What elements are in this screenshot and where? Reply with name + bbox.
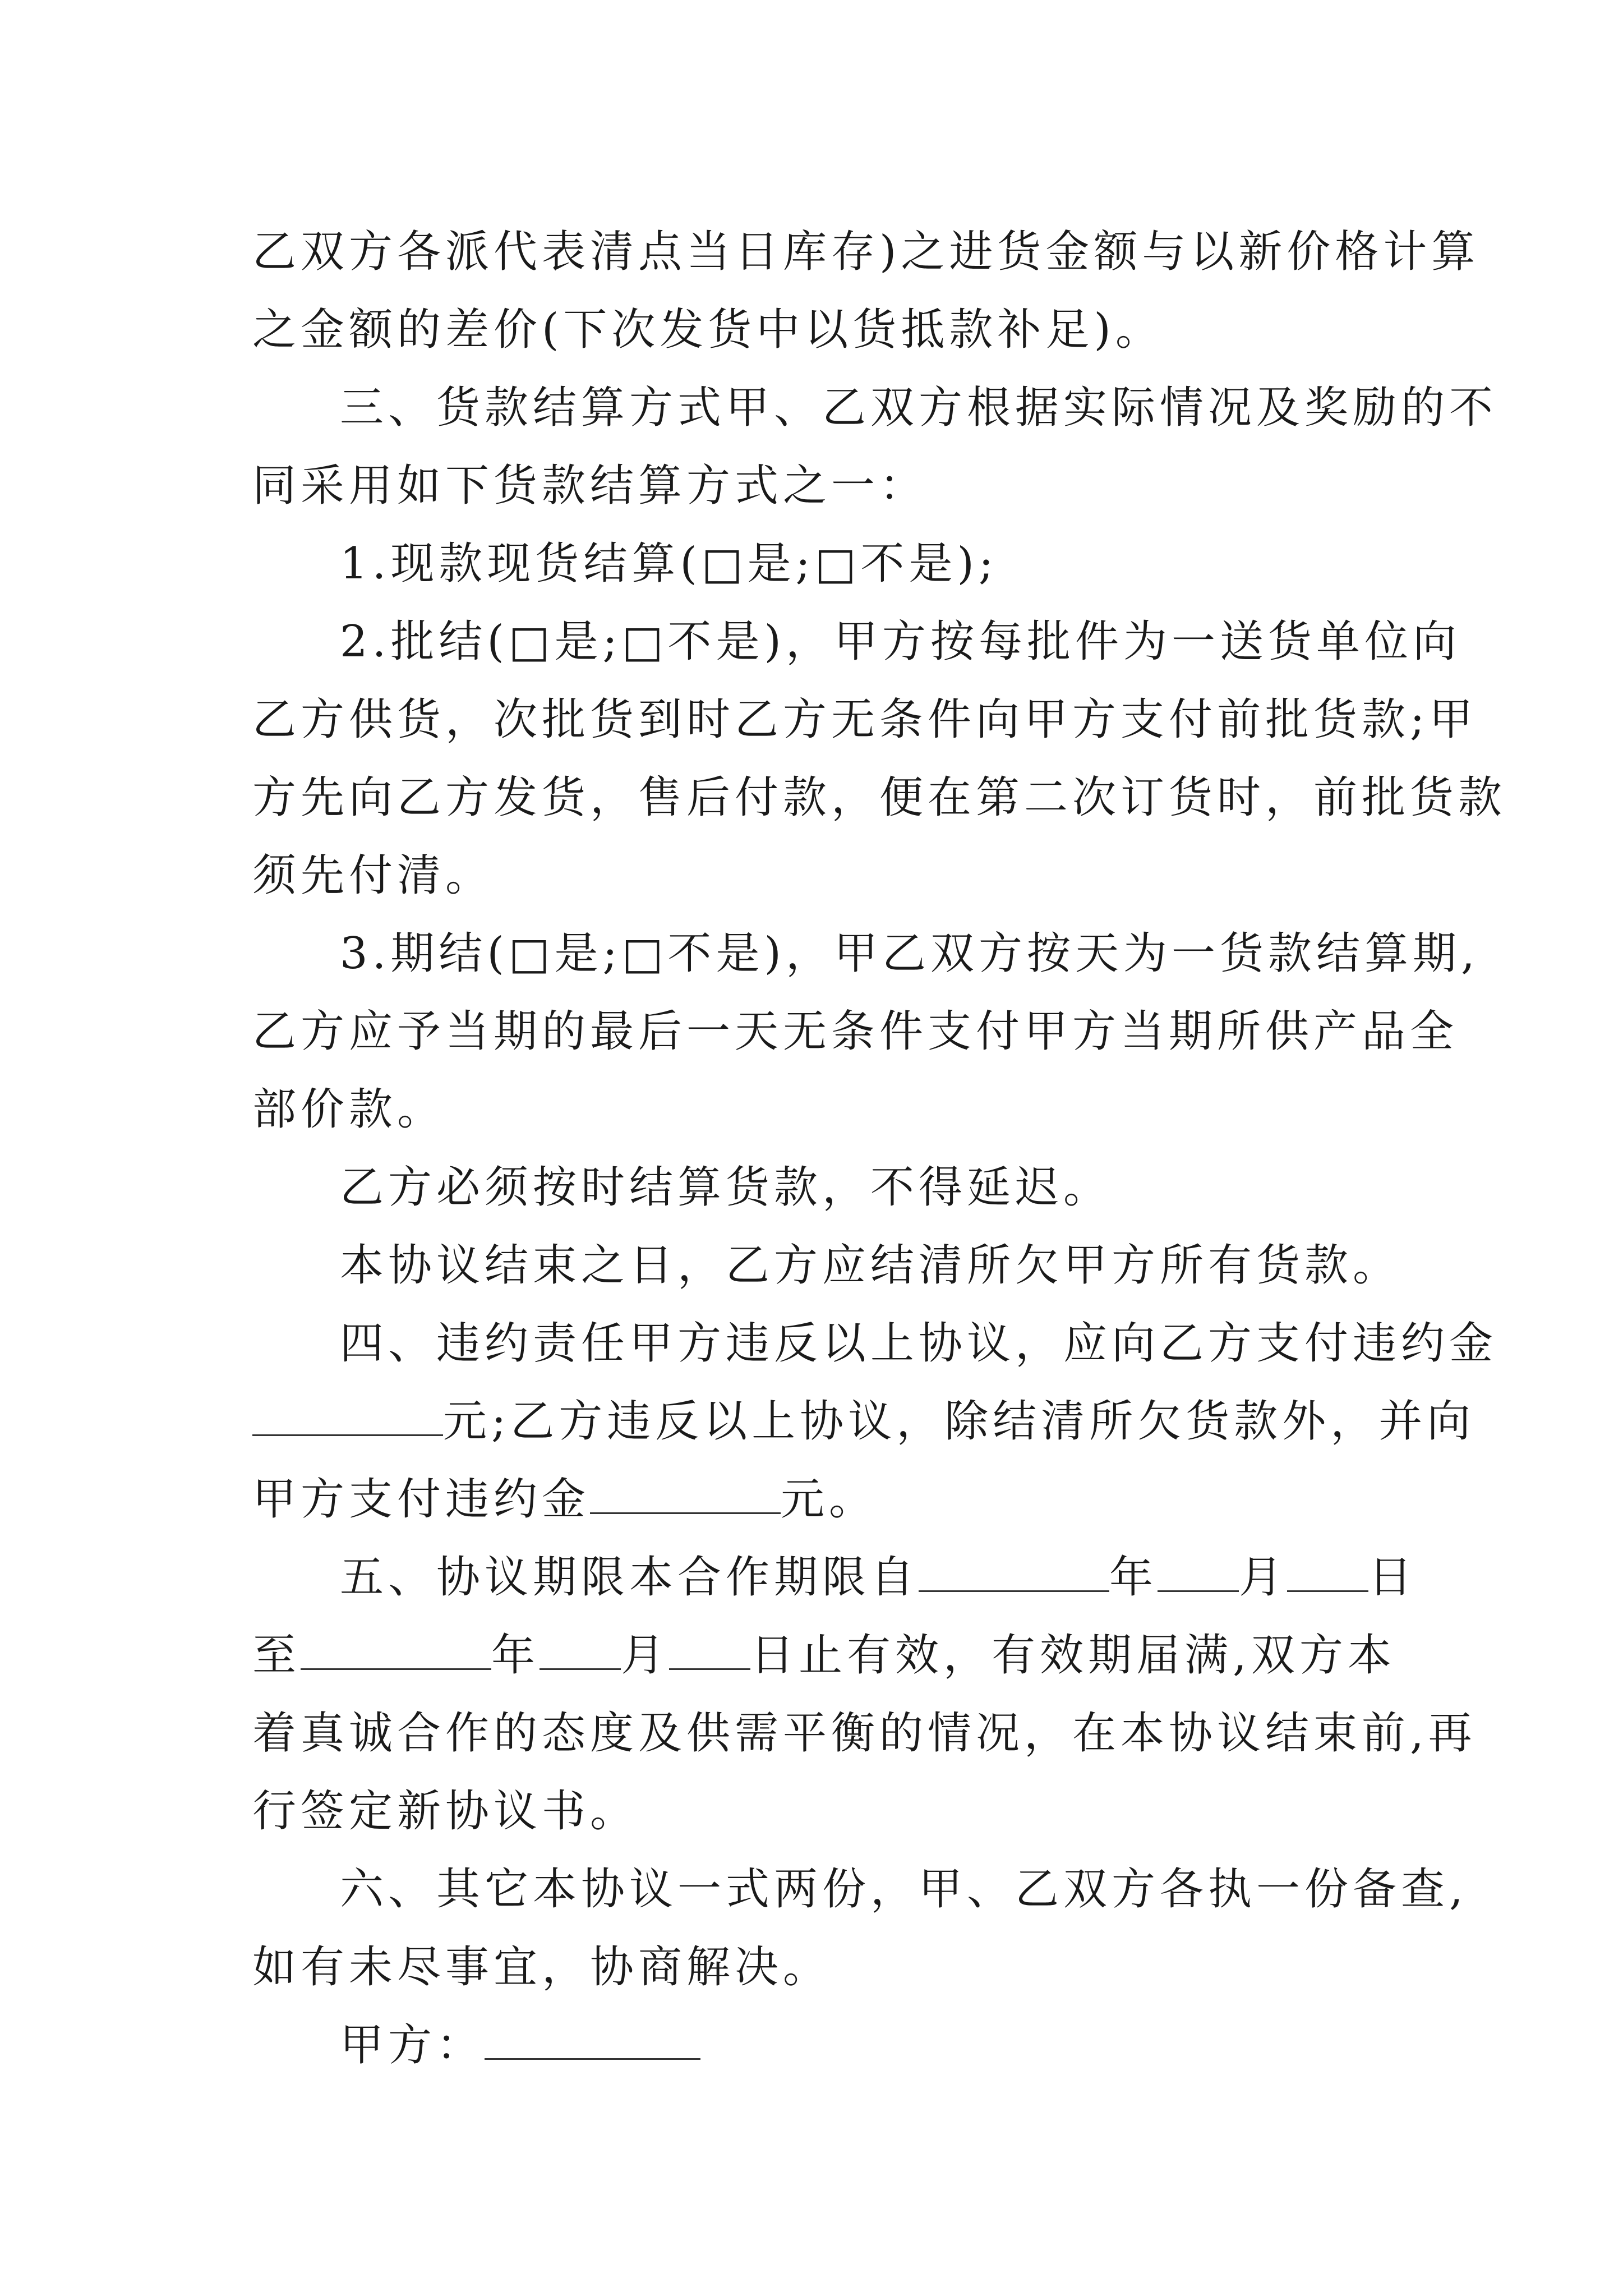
text-segment: 五、协议期限本合作期限自 [340,1552,919,1603]
payment-option-3: 3.期结(□是;□不是)，甲乙双方按天为一货款结算期, [340,928,1479,979]
paragraph-line: 乙方应予当期的最后一天无条件支付甲方当期所供产品全 [252,1006,1459,1057]
paragraph-line: 须先付清。 [252,850,494,901]
paragraph-line [252,1461,1385,1539]
text-segment: 元。 [781,1474,878,1525]
paragraph-line: 乙方供货，次批货到时乙方无条件向甲方支付前批货款;甲 [252,694,1478,745]
party-a-signature-blank[interactable] [485,2024,700,2060]
text-segment: 月 [621,1630,670,1681]
section-payment-heading: 三、货款结算方式甲、乙双方根据实际情况及奖励的不 [340,383,1498,433]
paragraph-line [252,1617,1396,1695]
penalty-amount-blank[interactable] [590,1479,781,1514]
paragraph-line: 行签定新协议书。 [252,1786,639,1837]
payment-option-1: 1.现款现货结算(□是;□不是); [340,539,998,589]
section-term-heading [252,1539,1417,1617]
party-a-label: 甲方： [340,2020,485,2070]
text-segment: 日 [1368,1552,1417,1603]
section-other-heading: 六、其它本协议一式两份，甲、乙双方各执一份备查, [340,1864,1468,1915]
paragraph-line: 乙方必须按时结算货款，不得延迟。 [340,1162,1112,1213]
paragraph-line: 如有未尽事宜，协商解决。 [252,1942,832,1993]
section-liability-heading: 四、违约责任甲方违反以上协议，应向乙方支付违约金 [340,1318,1498,1369]
party-a-signature [252,2007,1385,2085]
end-year-blank[interactable] [301,1635,491,1670]
end-month-blank[interactable] [540,1635,621,1670]
payment-option-2: 2.批结(□是;□不是)，甲方按每批件为一送货单位向 [340,616,1461,667]
text-segment: 甲方支付违约金 [252,1474,591,1525]
text-segment: 年 [491,1630,540,1681]
paragraph-line: 本协议结束之日，乙方应结清所欠甲方所有货款。 [340,1240,1401,1291]
text-segment: 元;乙方违反以上协议，除结清所欠货款外，并向 [443,1396,1476,1447]
paragraph-line: 部价款。 [252,1084,446,1135]
text-segment: 年 [1109,1552,1158,1603]
agreement-document [252,213,1507,2085]
paragraph-line [252,1383,1476,1461]
paragraph-line: 之金额的差价(下次发货中以货抵款补足)。 [252,305,1164,355]
paragraph-line: 着真诚合作的态度及供需平衡的情况，在本协议结束前,再 [252,1708,1477,1759]
paragraph-line: 乙双方各派代表清点当日库存)之进货金额与以新价格计算 [252,227,1480,277]
paragraph-line: 同采用如下货款结算方式之一： [252,461,928,511]
start-day-blank[interactable] [1287,1557,1368,1592]
end-day-blank[interactable] [669,1635,750,1670]
text-segment: 日止有效，有效期届满,双方本 [750,1630,1396,1681]
text-segment: 月 [1239,1552,1288,1603]
start-month-blank[interactable] [1158,1557,1239,1592]
penalty-amount-blank[interactable] [252,1401,443,1436]
start-year-blank[interactable] [919,1557,1109,1592]
text-segment: 至 [252,1630,301,1681]
paragraph-line: 方先向乙方发货，售后付款，便在第二次订货时，前批货款 [252,772,1507,823]
